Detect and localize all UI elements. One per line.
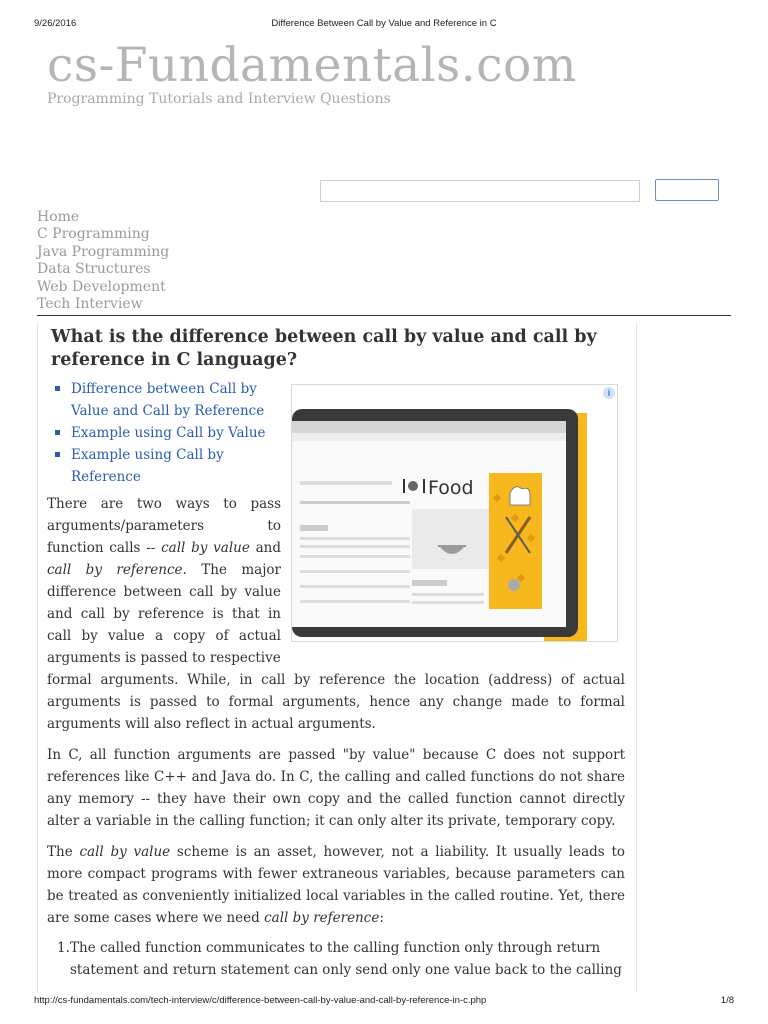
content-border-left bbox=[37, 323, 38, 993]
text-span: and bbox=[249, 540, 281, 556]
bullet-icon bbox=[55, 452, 60, 457]
intro-paragraph-part1 bbox=[47, 493, 281, 669]
intro-paragraph-part2: formal arguments. While, in call by reference the location (address) of actual arguments is passed to formal arguments, hence any change made to formal arguments will also reflect in actual arguments. bbox=[47, 672, 625, 732]
toc-item bbox=[55, 422, 275, 444]
list-number: 1. bbox=[57, 940, 70, 956]
ad-laptop-illustration bbox=[292, 385, 617, 641]
nav-web-development[interactable]: Web Development bbox=[37, 278, 166, 295]
emphasis-call-by-value: call by value bbox=[161, 540, 250, 556]
list-item bbox=[47, 937, 625, 981]
toc-link-call-by-reference[interactable]: Example using Call by Reference bbox=[71, 447, 224, 485]
advertisement[interactable] bbox=[291, 384, 618, 642]
print-header bbox=[0, 18, 768, 32]
nav-home[interactable]: Home bbox=[37, 209, 80, 225]
text-span: : bbox=[379, 910, 384, 926]
ad-info-icon[interactable]: i bbox=[603, 387, 615, 399]
nav-divider bbox=[37, 315, 731, 316]
print-page-number: 1/8 bbox=[720, 995, 734, 1006]
text-span: There are two ways to pass arguments/parameters to function calls -- bbox=[47, 496, 281, 556]
bullet-icon bbox=[55, 430, 60, 435]
bullet-icon bbox=[55, 386, 60, 391]
nav-tech-interview[interactable]: Tech Interview bbox=[37, 296, 143, 313]
site-title[interactable]: cs-Fundamentals.com bbox=[47, 38, 577, 93]
text-span: The bbox=[47, 844, 80, 860]
nav-c-programming[interactable]: C Programming bbox=[37, 226, 150, 243]
print-document-title: Difference Between Call by Value and Reference in C bbox=[271, 18, 497, 29]
toc-item bbox=[55, 444, 275, 488]
emphasis-call-by-reference: call by reference bbox=[47, 562, 183, 578]
paragraph-by-value: In C, all function arguments are passed "by value" because C does not support references like C++ and Java do. In C, the calling and called functions do not share any memory -- they have their own copy and the called function cannot directly alter a variable in the calling function; it can only alter its private, temporary copy. bbox=[47, 747, 625, 829]
article-title: What is the difference between call by value and call by reference in C language? bbox=[51, 327, 597, 370]
ad-brand-text: Food bbox=[428, 477, 474, 499]
site-tagline: Programming Tutorials and Interview Questions bbox=[47, 91, 391, 107]
print-footer bbox=[0, 995, 768, 1009]
search-input[interactable] bbox=[320, 180, 640, 202]
print-url: http://cs-fundamentals.com/tech-interview/c/difference-between-call-by-value-and-call-by-reference-in-c.php bbox=[34, 995, 487, 1006]
table-of-contents bbox=[55, 378, 275, 488]
nav-java-programming[interactable]: Java Programming bbox=[37, 243, 170, 260]
toc-link-call-by-value[interactable]: Example using Call by Value bbox=[71, 425, 266, 441]
emphasis-call-by-reference: call by reference bbox=[264, 910, 380, 926]
text-span: scheme is an asset, however, not a liability. It usually leads to more compact programs with fewer extraneous variables, because parameters can be treated as conveniently initialized local variables in the called routine. Yet, there are some cases where we need bbox=[47, 844, 625, 926]
print-date: 9/26/2016 bbox=[34, 18, 77, 29]
nav-data-structures[interactable]: Data Structures bbox=[37, 261, 151, 278]
search-button[interactable] bbox=[655, 179, 719, 201]
paragraph-asset bbox=[47, 841, 625, 929]
toc-link-difference[interactable]: Difference between Call by Value and Call by Reference bbox=[71, 381, 265, 419]
main-nav bbox=[37, 209, 169, 313]
toc-item bbox=[55, 378, 275, 422]
text-span: . The major difference between call by value and call by reference is that in call by value a copy of actual arguments is passed to respective bbox=[47, 562, 281, 666]
content-border-right bbox=[636, 323, 637, 993]
emphasis-call-by-value: call by value bbox=[79, 844, 171, 860]
list-item-text: The called function communicates to the calling function only through return statement and return statement can only send only one value back to the calling bbox=[70, 940, 622, 978]
reasons-list bbox=[47, 937, 625, 981]
